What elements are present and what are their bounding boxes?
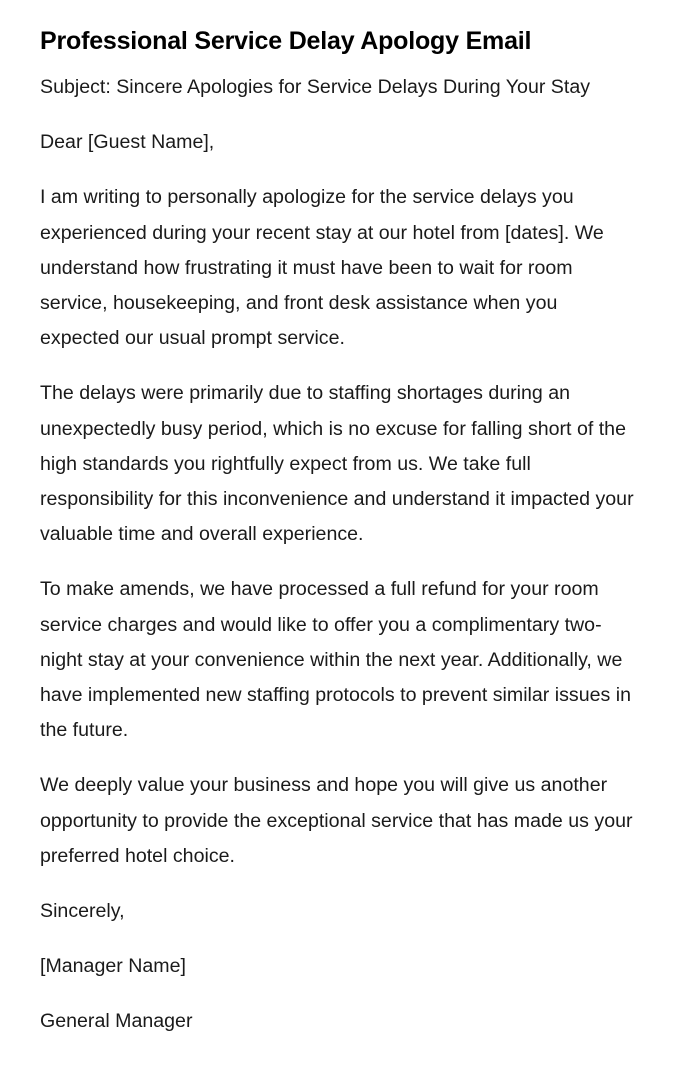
- email-paragraph-2: The delays were primarily due to staffing shortages during an unexpectedly busy period, which is no excuse for falling short of the high standards you rightfully expect from us. We take full responsibility for this inconvenience and understand it impacted your valuable time and overall experience.: [40, 382, 634, 546]
- email-closing: Sincerely,: [40, 900, 125, 923]
- email-subject: Subject: Sincere Apologies for Service Delays During Your Stay: [40, 76, 591, 98]
- email-salutation: Dear [Guest Name],: [40, 131, 215, 154]
- email-paragraph-1: I am writing to personally apologize for the service delays you experienced during your recent stay at our hotel from [dates]. We understand how frustrating it must have been to wait for room service, housekeeping, and front desk assistance when you expected our usual prompt service.: [40, 186, 604, 350]
- email-paragraph-4: We deeply value your business and hope you will give us another opportunity to provide the exceptional service that has made us your preferred hotel choice.: [40, 774, 633, 867]
- email-paragraph-3: To make amends, we have processed a full refund for your room service charges and would like to offer you a complimentary two-night stay at your convenience within the next year. Additionally, we have implemented new staffing protocols to prevent similar issues in the future.: [40, 578, 632, 742]
- page-title: Professional Service Delay Apology Email: [40, 27, 532, 55]
- signer-name: [Manager Name]: [40, 955, 186, 978]
- email-document: [40, 22, 640, 1040]
- signer-title: General Manager: [40, 1010, 193, 1033]
